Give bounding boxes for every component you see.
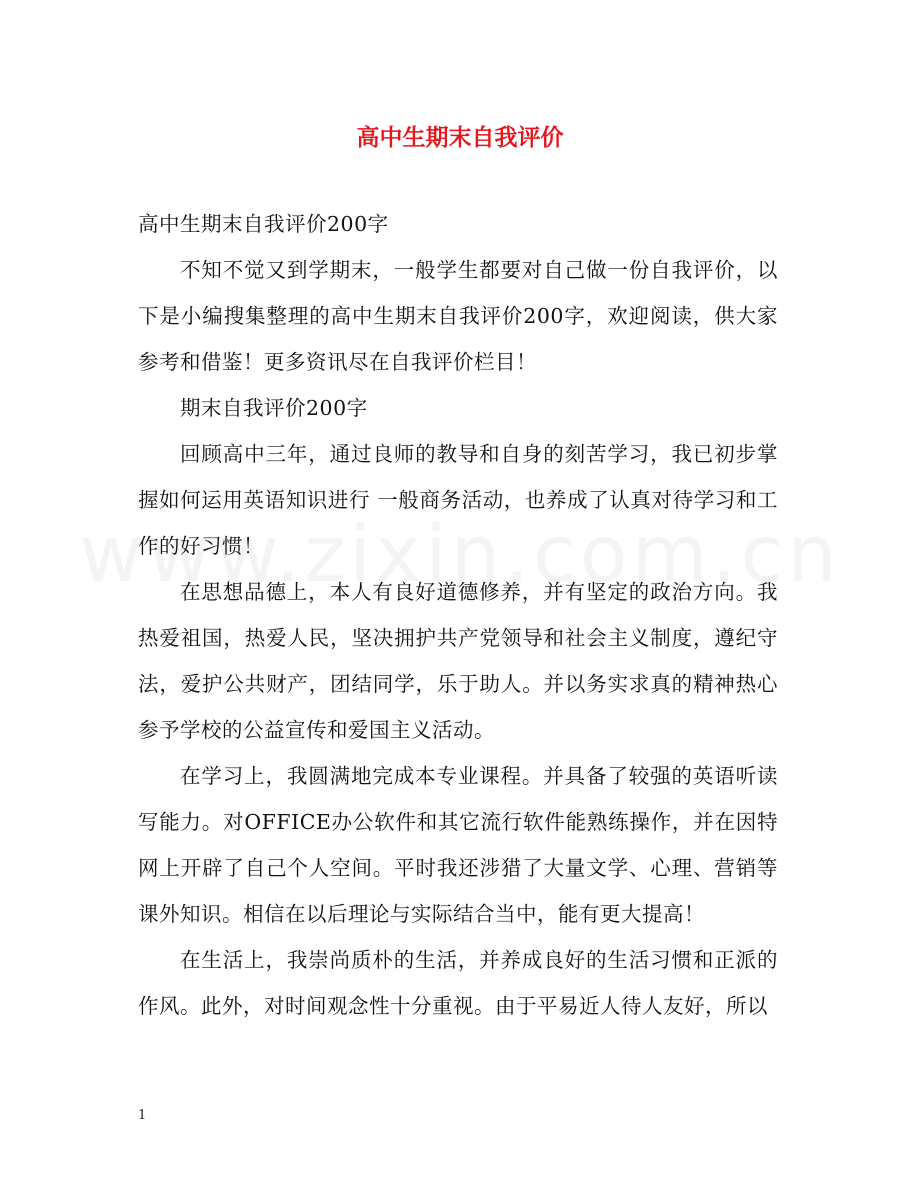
- page-number: 1: [138, 1108, 147, 1123]
- document-body: [138, 201, 778, 1029]
- body-paragraph: 在学习上，我圆满地完成本专业课程。并具备了较强的英语听读写能力。对OFFICE办公软件和其它流行软件能熟练操作，并在因特网上开辟了自己个人空间。平时我还涉猎了大量文学、心理、营销等课外知识。相信在以后理论与实际结合当中，能有更大提高！: [138, 764, 778, 926]
- body-paragraph: 回顾高中三年，通过良师的教导和自身的刻苦学习，我已初步掌握如何运用英语知识进行 一般商务活动，也养成了认真对待学习和工作的好习惯！: [138, 442, 778, 558]
- subtitle-paragraph: 高中生期末自我评价200字: [138, 212, 389, 236]
- body-paragraph: 在生活上，我崇尚质朴的生活，并养成良好的生活习惯和正派的作风。此外，对时间观念性十分重视。由于平易近人待人友好，所以: [138, 948, 778, 1018]
- body-paragraph: 在思想品德上，本人有良好道德修养，并有坚定的政治方向。我热爱祖国，热爱人民，坚决拥护共产党领导和社会主义制度，遵纪守法，爱护公共财产，团结同学，乐于助人。并以务实求真的精神热心参予学校的公益宣传和爱国主义活动。: [138, 580, 778, 742]
- intro-paragraph: 不知不觉又到学期末，一般学生都要对自己做一份自我评价，以下是小编搜集整理的高中生期末自我评价200字，欢迎阅读，供大家参考和借鉴！更多资讯尽在自我评价栏目！: [138, 258, 778, 374]
- document-title: 高中生期末自我评价: [356, 124, 564, 151]
- section-heading: 期末自我评价200字: [180, 396, 368, 420]
